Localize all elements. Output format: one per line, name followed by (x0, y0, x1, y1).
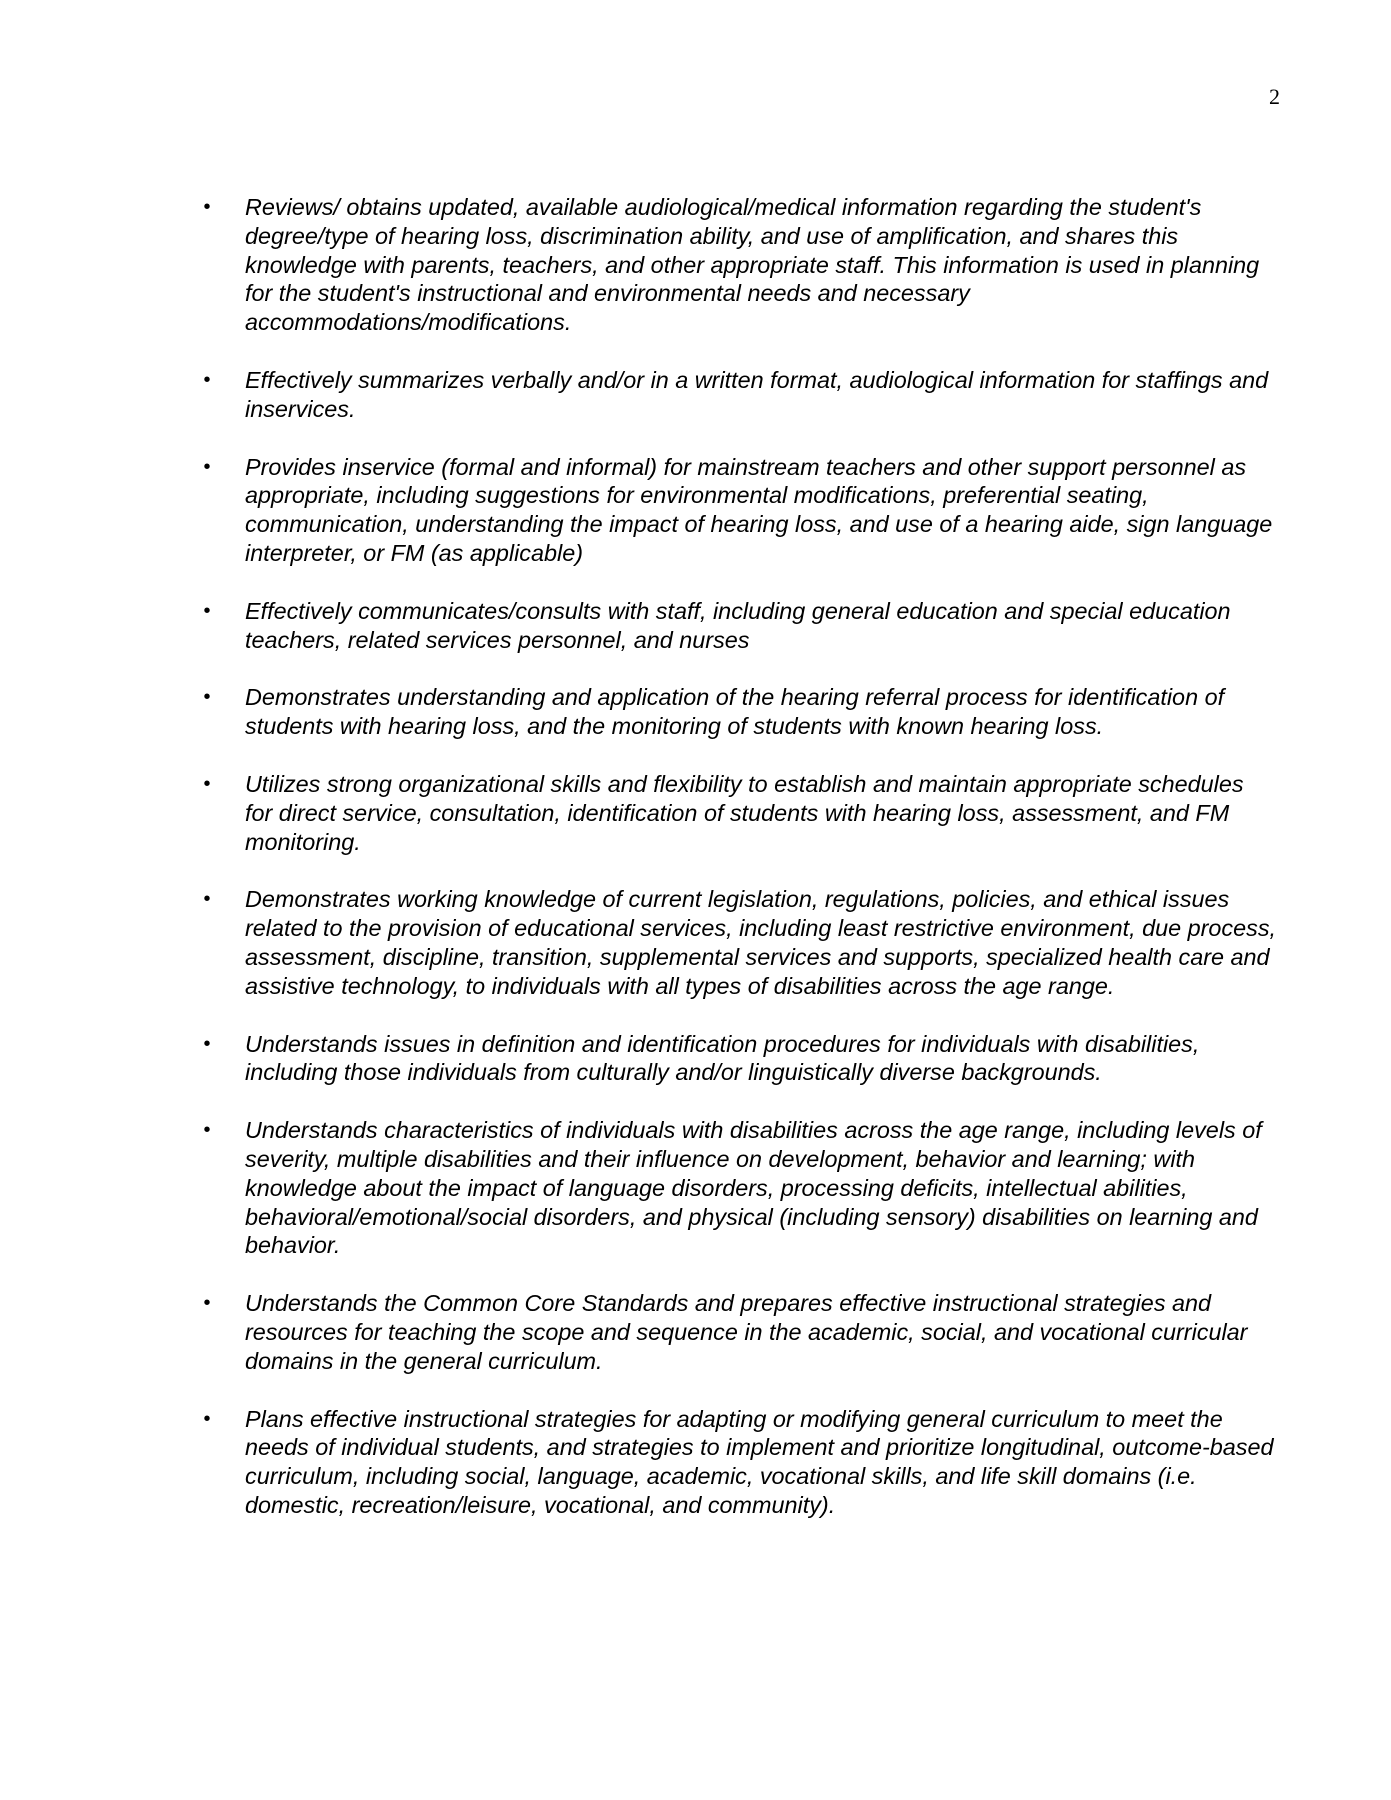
bullet-item (197, 453, 1277, 568)
bullet-item (197, 193, 1277, 337)
bullet-dot-icon: • (203, 455, 211, 478)
bullet-text: Reviews/ obtains updated, available audiological/medical information regarding the student's degree/type of hearing loss, discrimination ability, and use of amplification, and shares this knowledge with parents, teachers, and other appropriate staff. This information is used in planning for the student's instructional and environmental needs and necessary accommodations/modifications. (245, 194, 1260, 336)
bullet-text: Understands the Common Core Standards and prepares effective instructional strategies and resources for teaching the scope and sequence in the academic, social, and vocational curricular domains in the general curriculum. (245, 1290, 1248, 1374)
bullet-dot-icon: • (203, 196, 211, 218)
bullet-item (197, 366, 1277, 424)
bullet-text: Demonstrates understanding and application of the hearing referral process for identification of students with hearing loss, and the monitoring of students with known hearing loss. (245, 684, 1225, 740)
bullet-item (197, 1030, 1277, 1088)
bullet-text: Utilizes strong organizational skills and flexibility to establish and maintain appropriate schedules for direct service, consultation, identification of students with hearing loss, assessment, and FM monitoring. (245, 770, 1244, 855)
bullet-text: Provides inservice (formal and informal) for mainstream teachers and other support personnel as appropriate, including suggestions for environmental modifications, preferential seating, communication, understanding the impact of hearing loss, and use of a hearing aide, sign language interpreter, or FM (as applicable) (245, 453, 1273, 566)
page-number: 2 (1269, 84, 1280, 109)
bullet-item (197, 1116, 1277, 1260)
bullet-dot-icon: • (203, 772, 211, 795)
bullet-item (197, 683, 1277, 741)
bullet-text: Plans effective instructional strategies for adapting or modifying general curriculum to meet the needs of individual students, and strategies to implement and prioritize longitudinal, outcome-based curriculum, including social, language, academic, vocational skills, and life skill domains (i.e. domestic, recreation/leisure, vocational, and community). (245, 1405, 1274, 1518)
bullet-text: Effectively summarizes verbally and/or in a written format, audiological information for staffings and inservices. (245, 366, 1269, 422)
bullet-item (197, 1405, 1277, 1520)
bullet-dot-icon: • (203, 1407, 211, 1430)
bullet-list (197, 193, 1277, 1549)
bullet-dot-icon: • (203, 888, 211, 911)
bullet-text: Demonstrates working knowledge of current legislation, regulations, policies, and ethical issues related to the provision of educational services, including least restrictive environment, due process, assessment, discipline, transition, supplemental services and supports, specialized health care and assistive technology, to individuals with all types of disabilities across the age range. (245, 886, 1277, 999)
bullet-dot-icon: • (203, 686, 211, 709)
bullet-text: Effectively communicates/consults with staff, including general education and special education teachers, related services personnel, and nurses (245, 597, 1231, 653)
bullet-dot-icon: • (203, 599, 211, 622)
bullet-dot-icon: • (203, 1119, 211, 1142)
bullet-item (197, 770, 1277, 856)
bullet-dot-icon: • (203, 368, 211, 391)
bullet-dot-icon: • (203, 1292, 211, 1315)
bullet-item (197, 885, 1277, 1000)
bullet-text: Understands characteristics of individuals with disabilities across the age range, including levels of severity, multiple disabilities and their influence on development, behavior and learning; with knowledge about the impact of language disorders, processing deficits, intellectual abilities, behavioral/emotional/social disorders, and physical (including sensory) disabilities on learning and behavior. (245, 1117, 1262, 1259)
bullet-dot-icon: • (203, 1032, 211, 1055)
bullet-item (197, 597, 1277, 655)
bullet-text: Understands issues in definition and identification procedures for individuals with disabilities, including those individuals from culturally and/or linguistically diverse backgrounds. (245, 1030, 1200, 1086)
bullet-item (197, 1289, 1277, 1375)
